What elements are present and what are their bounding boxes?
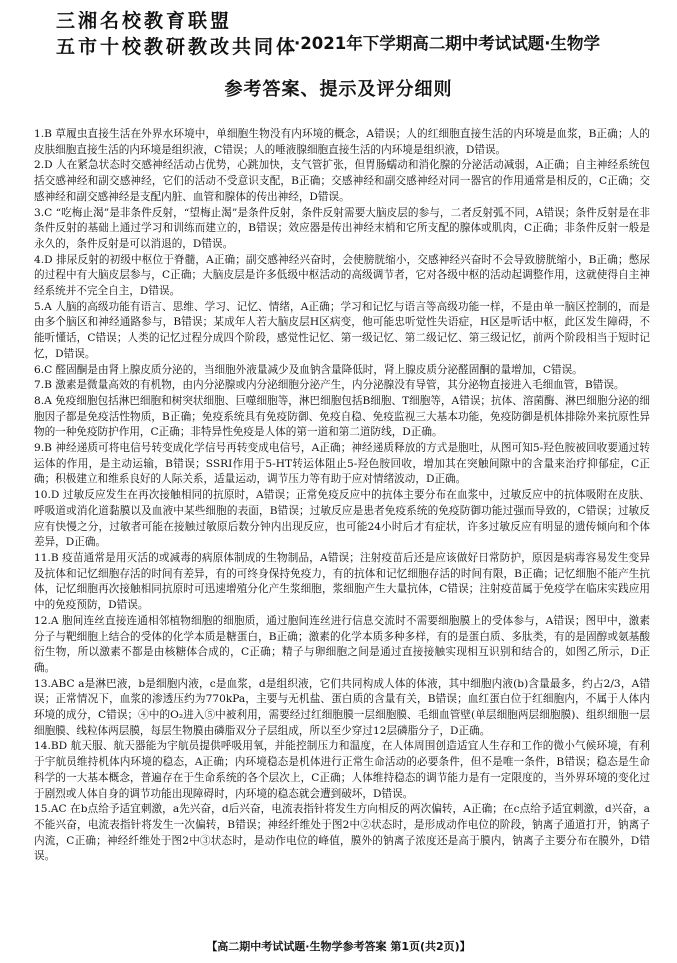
- exam-title: ·2021年下学期高二期中考试试题·生物学: [294, 34, 600, 53]
- answer-item-5: 5.A 人脑的高级功能有语言、思维、学习、记忆、情绪，A正确；学习和记忆与语言等高级功能一样，不是由单一脑区控制的，而是由多个脑区和神经通路参与，B错误；某成年人若大脑皮层H区病变，他可能忠听觉性失语症，H区是听话中枢，此区发生障碍，不能听懂话，C错误；人类的记忆过程分成四个阶段，感觉性记忆、第一级记忆、第二级记忆、第三级记忆，前两个阶段相当于短时记忆，D错误。: [34, 300, 650, 360]
- answer-item-10: 10.D 过敏反应发生在再次接触相同的抗原时，A错误；正常免疫反应中的抗体主要分布在血浆中，过敏反应中的抗体吸附在皮肤、呼吸道或消化道黏膜以及血液中某些细胞的表面，B错误；过敏反应是患者免疫系统的免疫防御功能过强而导致的，C错误；过敏反应有快慢之分，过敏者可能在接触过敏原后数分钟内出现反应，也可能24小时后才有症状，许多过敏反应有明显的遗传倾向和个体差异，D正确。: [34, 489, 650, 549]
- answer-item-2: 2.D 人在紧急状态时交感神经活动占优势，心跳加快，支气管扩张，但胃肠蠕动和消化腺的分泌活动减弱，A正确；自主神经系统包括交感神经和副交感神经，它们的活动不受意识支配，B正确；交感神经和副交感神经对同一器官的作用通常是相反的，C正确；交感神经和副交感神经是支配内脏、血管和腺体的传出神经，D错误。: [34, 159, 650, 203]
- org-line-2: 五市十校教研教改共同体: [56, 36, 299, 58]
- answer-item-11: 11.B 疫苗通常是用灭活的或减毒的病原体制成的生物制品，A错误；注射疫苗后还是应该做好日常防护，原因是病毒容易发生变异及抗体和记忆细胞存活的时间有差异，有的可终身保持免疫力，有的抗体和记忆细胞存活的时间有限，B正确；记忆细胞不能产生抗体，记忆细胞再次接触相同抗原时可迅速增殖分化产生浆细胞，浆细胞产生大量抗体，C错误；注射疫苗属于免疫学在临床实践应用中的免疫预防，D错误。: [34, 551, 650, 612]
- answer-item-9: 9.B 神经递质可将电信号转变成化学信号再转变成电信号，A正确；神经递质释放的方式是胞吐，从图可知5-羟色胺被回收要通过转运体的作用，是主动运输，B错误；SSRI作用于5-HT转运体阻止5-羟色胺回收，增加其在突触间隙中的含量来治疗抑郁症，C正确；积极建立和维系良好的人际关系，适量运动，调节压力等有助于应对情绪波动，D正确。: [34, 442, 650, 486]
- answer-item-15: 15.AC 在b点给予适宜刺激，a先兴奋，d后兴奋，电流表指针将发生方向相反的两次偏转，A正确；在c点给予适宜刺激，d兴奋，a不能兴奋，电流表指针将发生一次偏转，B错误；神经纤维处于图2中②状态时，是形成动作电位的阶段，钠离子通道打开，钠离子内流，C正确；神经纤维处于图2中③状态时，是动作电位的峰值，膜外的钠离子浓度还是高于膜内，钠离子主要分布在膜外，D错误。: [34, 803, 650, 863]
- page-footer: 【高二期中考试试题·生物学参考答案 第1页(共2页)】: [206, 940, 471, 953]
- answer-item-1: 1.B 草履虫直接生活在外界水环境中，单细胞生物没有内环境的概念，A错误；人的红细胞直接生活的内环境是血浆，B正确；人的皮肤细胞直接生活的内环境是组织液，C错误；人的唾液腺细胞直接生活的内环境是组织液，D错误。: [34, 128, 650, 156]
- page-subtitle: 参考答案、提示及评分细则: [224, 79, 453, 100]
- org-line-1: 三湘名校教育联盟: [56, 10, 233, 32]
- answer-item-6: 6.C 醛固酮是由肾上腺皮质分泌的，当细胞外液量减少及血钠含量降低时，肾上腺皮质分泌醛固酮的量增加，C错误。: [34, 363, 583, 376]
- answer-item-8: 8.A 免疫细胞包括淋巴细胞和树突状细胞、巨噬细胞等，淋巴细胞包括B细胞、T细胞等，A错误；抗体、溶菌酶、淋巴细胞分泌的细胞因子都是免疫活性物质，B正确；免疫系统具有免疫防御、免疫自稳、免疫监视三大基本功能，免疫防御是机体排除外来抗原性异物的一种免疫防护作用，C正确；非特异性免疫是人体的第一道和第二道防线，D正确。: [34, 394, 650, 439]
- answer-item-12: 12.A 胞间连丝直接连通相邻植物细胞的细胞质，通过胞间连丝进行信息交流时不需要细胞膜上的受体参与，A错误；图甲中，激素分子与靶细胞上结合的受体的化学本质是糖蛋白，B正确；激素的化学本质多种多样，有的是蛋白质、多肽类，有的是固醇或氨基酸衍生物，所以激素不都是由核糖体合成的，C正确；精子与卵细胞之间是通过直接接触实现相互识别和结合的，如图乙所示，D正确。: [34, 614, 650, 674]
- answer-list: [34, 127, 650, 865]
- answer-item-3: 3.C “吃梅止渴”是非条件反射，“望梅止渴”是条件反射，条件反射需要大脑皮层的参与，二者反射弧不同，A错误；条件反射是在非条件反射的基础上通过学习和训练而建立的，B错误；效应器是传出神经末梢和它所支配的腺体或肌肉，C正确；非条件反射一般是永久的，条件反射是可以消退的，D错误。: [34, 206, 650, 250]
- answer-item-13: 13.ABC a是淋巴液，b是细胞内液，c是血浆，d是组织液，它们共同构成人体的体液，其中细胞内液(b)含量最多，约占2/3，A错误；正常情况下，血浆的渗透压约为770kPa，主要与无机盐、蛋白质的含量有关，B错误；血红蛋白位于红细胞内，不属于人体内环境的成分，C错误；④中的O₂进入⑤中被利用，需要经过红细胞膜一层细胞膜、毛细血管壁(单层细胞两层细胞膜)、组织细胞一层细胞膜、线粒体两层膜，每层生物膜由磷脂双分子层组成，所以至少穿过12层磷脂分子，D正确。: [34, 677, 650, 737]
- answer-item-4: 4.D 排尿反射的初级中枢位于脊髓，A正确；副交感神经兴奋时，会使膀胱缩小，交感神经兴奋时不会导致膀胱缩小，B正确；憋尿的过程中有大脑皮层参与，C正确；大脑皮层是许多低级中枢活动的高级调节者，它对各级中枢的活动起调整作用，这就使得自主神经系统并不完全自主，D错误。: [34, 253, 650, 298]
- answer-item-14: 14.BD 航天服、航天器能为宇航员提供呼吸用氧，并能控制压力和温度，在人体周围创造适宜人生存和工作的微小气候环境，有利于宇航员维持机体内环境的稳态，A正确；内环境稳态是机体进行正常生命活动的必要条件，但不是唯一条件，B错误；稳态是生命科学的一大基本概念，普遍存在于生命系统的各个层次上，C正确；人体维持稳态的调节能力是有一定限度的，当外界环境的变化过于剧烈或人体自身的调节功能出现障碍时，内环境的稳态就会遭到破坏，D错误。: [34, 740, 650, 800]
- answer-item-7: 7.B 激素是微量高效的有机物，由内分泌腺或内分泌细胞分泌产生，内分泌腺没有导管，其分泌物直接进入毛细血管，B错误。: [34, 379, 625, 392]
- header-organization: [56, 8, 299, 60]
